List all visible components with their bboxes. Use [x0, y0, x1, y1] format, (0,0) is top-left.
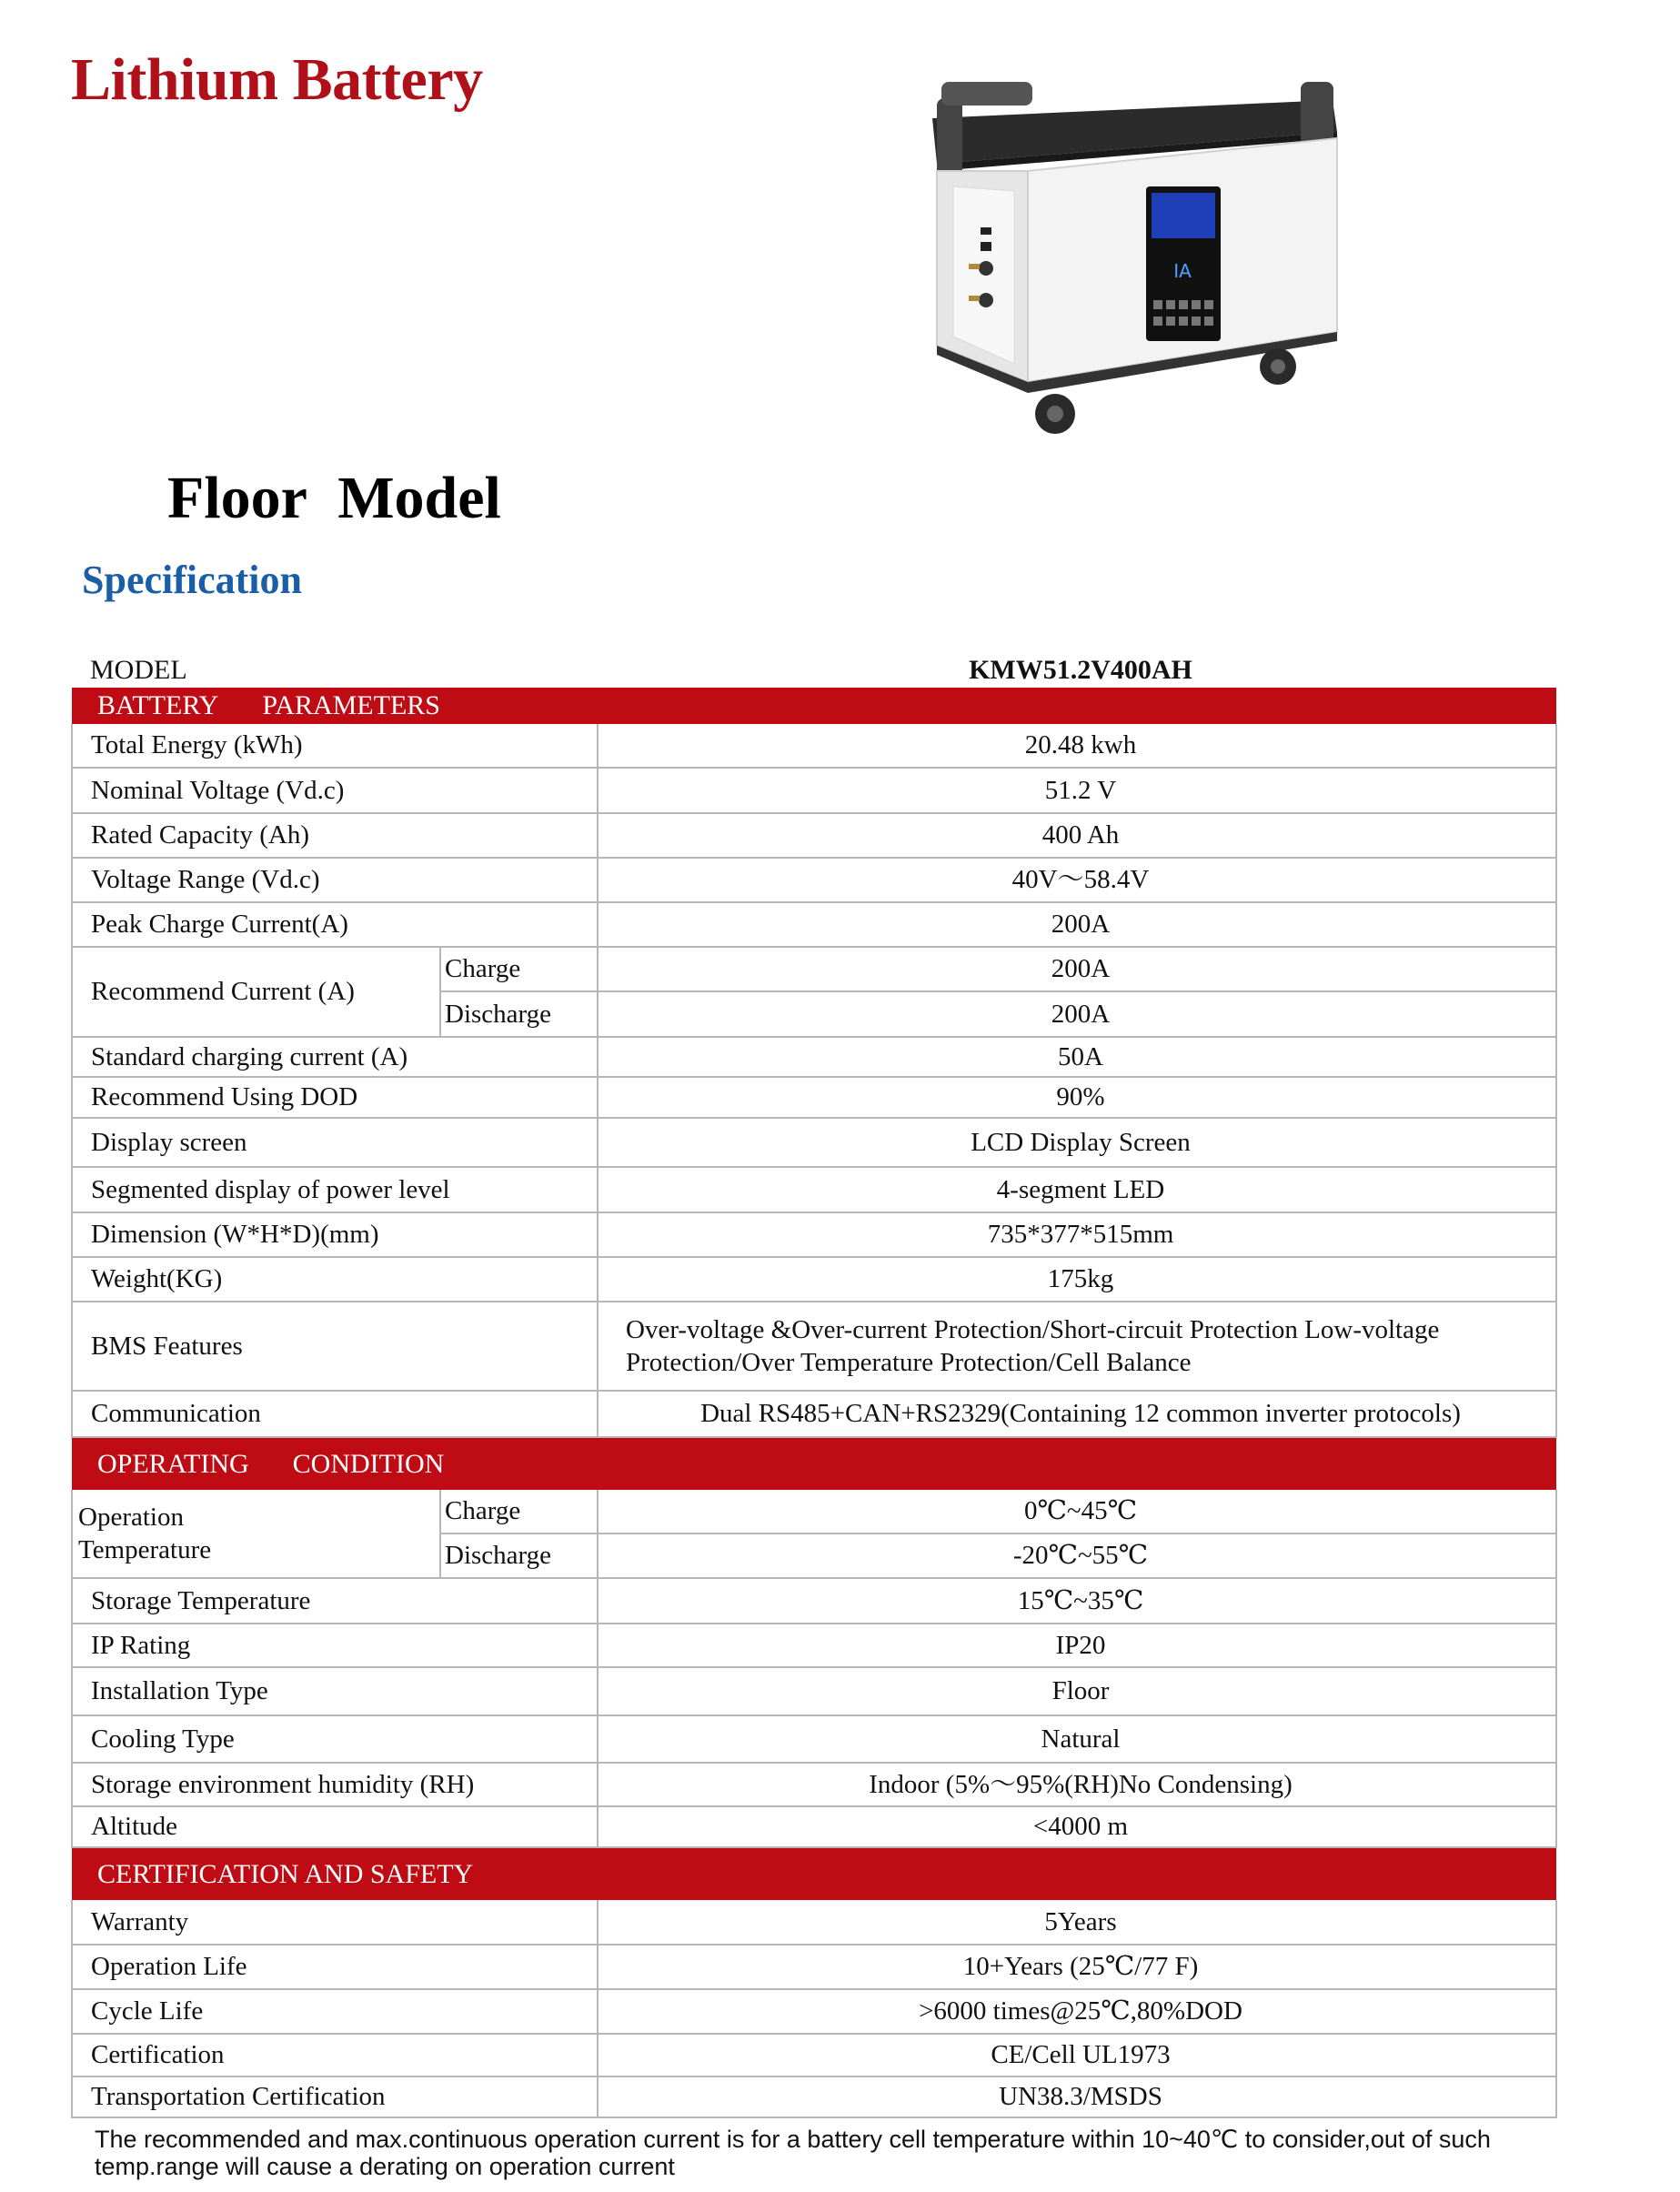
table-row — [72, 1806, 1556, 1847]
param-value: UN38.3/MSDS — [598, 2076, 1556, 2117]
param-label: Cooling Type — [72, 1715, 598, 1763]
param-label: Communication — [72, 1391, 598, 1437]
specification-heading: Specification — [82, 558, 302, 602]
param-value: CE/Cell UL1973 — [598, 2034, 1556, 2076]
param-label: Certification — [72, 2034, 598, 2076]
section-label: BATTERY — [97, 690, 219, 721]
param-label: Nominal Voltage (Vd.c) — [72, 768, 598, 813]
table-row — [72, 1037, 1556, 1077]
table-row — [72, 1302, 1556, 1391]
param-value: 51.2 V — [598, 768, 1556, 813]
param-label: Recommend Current (A) — [72, 947, 440, 1037]
param-value: 735*377*515mm — [598, 1212, 1556, 1257]
param-value: 4-segment LED — [598, 1167, 1556, 1212]
param-value: 15℃~35℃ — [598, 1578, 1556, 1624]
bms-features-value — [598, 1302, 1556, 1391]
param-label: Recommend Using DOD — [72, 1077, 598, 1118]
param-value: Natural — [598, 1715, 1556, 1763]
param-value: 400 Ah — [598, 813, 1556, 858]
param-label: BMS Features — [72, 1302, 598, 1391]
param-value: <4000 m — [598, 1806, 1556, 1847]
table-row — [72, 858, 1556, 902]
section-battery-parameters — [72, 688, 1556, 724]
param-value: 175kg — [598, 1257, 1556, 1302]
param-label: Installation Type — [72, 1667, 598, 1715]
table-row — [72, 1715, 1556, 1763]
param-value: 40V～58.4V — [598, 858, 1556, 902]
param-label: Dimension (W*H*D)(mm) — [72, 1212, 598, 1257]
table-row — [72, 1578, 1556, 1624]
table-row — [72, 768, 1556, 813]
section-certification-safety — [72, 1847, 1556, 1900]
bms-line-2: Protection/Over Temperature Protection/Cell Balance — [626, 1348, 1192, 1377]
bms-line-1: Over-voltage &Over-current Protection/Short-circuit Protection Low-voltage — [626, 1314, 1440, 1344]
table-row — [72, 2034, 1556, 2076]
param-value: 20.48 kwh — [598, 724, 1556, 768]
param-label: IP Rating — [72, 1624, 598, 1667]
sub-label-discharge: Discharge — [440, 991, 598, 1037]
param-label-operation-temperature — [72, 1490, 440, 1578]
table-row — [72, 1391, 1556, 1437]
table-row — [72, 947, 1556, 991]
param-value: 200A — [598, 947, 1556, 991]
param-label: Voltage Range (Vd.c) — [72, 858, 598, 902]
sub-label-discharge: Discharge — [440, 1533, 598, 1578]
table-row — [72, 1624, 1556, 1667]
section-operating-condition — [72, 1437, 1556, 1490]
section-label: OPERATING — [97, 1448, 249, 1479]
param-value: 0℃~45℃ — [598, 1490, 1556, 1533]
param-value: 200A — [598, 991, 1556, 1037]
table-row — [72, 1945, 1556, 1989]
spec-table — [71, 653, 1557, 2118]
page-title: Lithium Battery — [71, 46, 483, 113]
model-subtitle: Floor Model — [167, 465, 501, 531]
section-label: PARAMETERS — [262, 690, 440, 721]
table-row — [72, 1212, 1556, 1257]
table-row — [72, 1167, 1556, 1212]
table-row — [72, 1257, 1556, 1302]
param-value: 50A — [598, 1037, 1556, 1077]
table-row — [72, 1118, 1556, 1167]
table-row — [72, 1667, 1556, 1715]
table-row — [72, 813, 1556, 858]
param-label: Operation Life — [72, 1945, 598, 1989]
table-row — [72, 1989, 1556, 2034]
table-row — [72, 1763, 1556, 1806]
param-label: Operation — [78, 1502, 184, 1532]
model-value: KMW51.2V400AH — [969, 655, 1192, 686]
param-value: 200A — [598, 902, 1556, 947]
model-label: MODEL — [90, 655, 187, 686]
product-brand-logo: IA — [1173, 260, 1192, 282]
param-label: Cycle Life — [72, 1989, 598, 2034]
model-row — [72, 653, 1556, 688]
param-label: Temperature — [78, 1535, 212, 1564]
table-row — [72, 2076, 1556, 2117]
param-value: LCD Display Screen — [598, 1118, 1556, 1167]
param-value: 5Years — [598, 1900, 1556, 1945]
param-label: Total Energy (kWh) — [72, 724, 598, 768]
table-row — [72, 724, 1556, 768]
param-label: Standard charging current (A) — [72, 1037, 598, 1077]
table-row — [72, 1900, 1556, 1945]
param-label: Display screen — [72, 1118, 598, 1167]
battery-product-image — [919, 82, 1346, 437]
sub-label-charge: Charge — [440, 947, 598, 991]
param-value: -20℃~55℃ — [598, 1533, 1556, 1578]
param-value: IP20 — [598, 1624, 1556, 1667]
param-label: Rated Capacity (Ah) — [72, 813, 598, 858]
param-label: Altitude — [72, 1806, 598, 1847]
sub-label-charge: Charge — [440, 1490, 598, 1533]
param-label: Transportation Certification — [72, 2076, 598, 2117]
param-label: Weight(KG) — [72, 1257, 598, 1302]
section-label: CERTIFICATION AND SAFETY — [72, 1847, 598, 1900]
param-label: Peak Charge Current(A) — [72, 902, 598, 947]
param-value: >6000 times@25℃,80%DOD — [598, 1989, 1556, 2034]
param-label: Storage environment humidity (RH) — [72, 1763, 598, 1806]
param-value: Indoor (5%～95%(RH)No Condensing) — [598, 1763, 1556, 1806]
table-row — [72, 1490, 1556, 1533]
param-value: Dual RS485+CAN+RS2329(Containing 12 common inverter protocols) — [598, 1391, 1556, 1437]
param-value: Floor — [598, 1667, 1556, 1715]
param-label: Segmented display of power level — [72, 1167, 598, 1212]
param-label: Warranty — [72, 1900, 598, 1945]
table-row — [72, 902, 1556, 947]
section-label: CONDITION — [292, 1448, 445, 1479]
param-value: 90% — [598, 1077, 1556, 1118]
param-value: 10+Years (25℃/77 F) — [598, 1945, 1556, 1989]
param-label: Storage Temperature — [72, 1578, 598, 1624]
table-row — [72, 1077, 1556, 1118]
footnote: The recommended and max.continuous operation current is for a battery cell temperature within 10~40℃ to consider,out of such temp.range will cause a derating on operation current — [95, 2126, 1491, 2180]
